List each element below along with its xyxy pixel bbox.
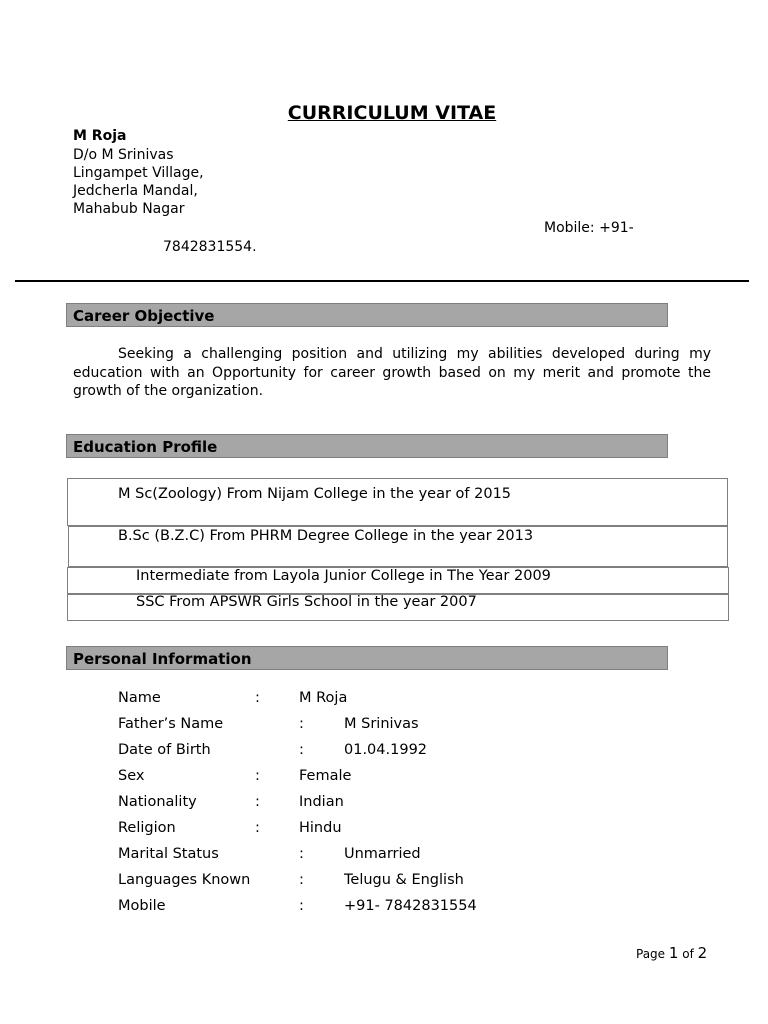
pi-value-religion: Hindu: [299, 820, 342, 836]
personal-information-heading: Personal Information: [66, 646, 668, 670]
pi-value-name: M Roja: [299, 690, 348, 706]
address-line-1: D/o M Srinivas: [73, 147, 174, 163]
address-line-4: Mahabub Nagar: [73, 201, 185, 217]
address-line-3: Jedcherla Mandal,: [73, 183, 198, 199]
education-row-3-text: Intermediate from Layola Junior College in The Year 2009: [136, 568, 551, 584]
of-word: of: [682, 947, 694, 961]
address-line-2: Lingampet Village,: [73, 165, 204, 181]
education-row-4-text: SSC From APSWR Girls School in the year 2007: [136, 594, 477, 610]
page-word: Page: [636, 947, 666, 961]
pi-colon-mobile: :: [299, 898, 304, 914]
pi-colon-dob: :: [299, 742, 304, 758]
pi-colon-marital-status: :: [299, 846, 304, 862]
pi-label-fathers-name: Father’s Name: [118, 716, 224, 732]
pi-label-nationality: Nationality: [118, 794, 197, 810]
current-page: 1: [668, 944, 679, 962]
mobile-label: Mobile: +91-: [544, 220, 634, 236]
pi-value-marital-status: Unmarried: [344, 846, 421, 862]
header-divider: [15, 280, 749, 282]
total-pages: 2: [697, 944, 708, 962]
pi-value-fathers-name: M Srinivas: [344, 716, 419, 732]
career-objective-body: Seeking a challenging position and utilizing my abilities developed during my education with an Opportunity for career growth based on my merit and promote the growth of the organization.: [73, 346, 711, 399]
pi-label-sex: Sex: [118, 768, 145, 784]
pi-label-name: Name: [118, 690, 161, 706]
education-row-1-text: M Sc(Zoology) From Nijam College in the year of 2015: [118, 486, 512, 502]
pi-colon-languages: :: [299, 872, 304, 888]
pi-colon-nationality: :: [255, 794, 260, 810]
page-number: [636, 944, 707, 962]
mobile-number: 7842831554.: [163, 239, 257, 255]
pi-value-dob: 01.04.1992: [344, 742, 428, 758]
pi-label-mobile: Mobile: [118, 898, 166, 914]
career-objective-heading: Career Objective: [66, 303, 668, 327]
pi-colon-name: :: [255, 690, 260, 706]
pi-value-languages: Telugu & English: [344, 872, 464, 888]
education-profile-heading: Education Profile: [66, 434, 668, 458]
education-row-2-text: B.Sc (B.Z.C) From PHRM Degree College in the year 2013: [118, 528, 534, 544]
pi-colon-sex: :: [255, 768, 260, 784]
pi-colon-religion: :: [255, 820, 260, 836]
pi-label-marital-status: Marital Status: [118, 846, 219, 862]
pi-value-mobile: +91- 7842831554: [344, 898, 477, 914]
document-title: CURRICULUM VITAE: [287, 102, 497, 124]
candidate-name: M Roja: [73, 128, 127, 144]
pi-label-languages: Languages Known: [118, 872, 251, 888]
pi-label-religion: Religion: [118, 820, 176, 836]
pi-colon-fathers-name: :: [299, 716, 304, 732]
career-objective-text: [73, 345, 711, 401]
pi-value-sex: Female: [299, 768, 352, 784]
pi-label-dob: Date of Birth: [118, 742, 211, 758]
pi-value-nationality: Indian: [299, 794, 344, 810]
